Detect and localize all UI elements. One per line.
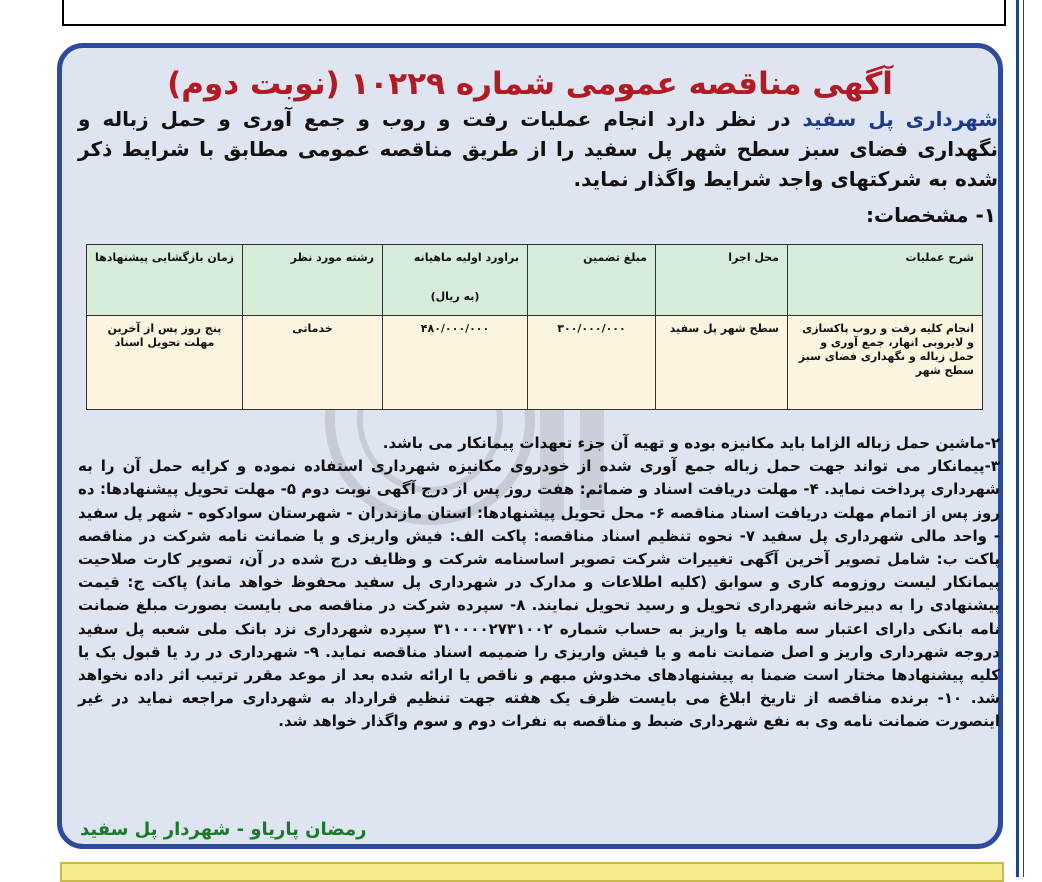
column-header-field: رشته مورد نظر	[243, 245, 383, 316]
clauses-3-to-10: ۳-پیمانکار می تواند جهت حمل زباله جمع آوری شده از خودروی مکانیزه شهرداری استفاده نموده و کرایه حمل آن را به شهرداری پرداخت نماید. ۴- مهلت دریافت اسناد و ضمائم: هفت روز پس از درج آگهی نوبت دوم ۵- مهلت تحویل پیشنهادها: ده روز پس از اتمام مهلت دریافت اسناد مناقصه ۶- محل تحویل پیشنهادها: استان مازندران - شهرستان سوادکوه - شهر پل سفید - واحد مالی شهرداری پل سفید ۷- نحوه تنظیم اسناد مناقصه: پاکت الف: فیش واریزی و یا ضمانت نامه شرکت در مناقصه پاکت ب: شامل تصویر آخرین آگهی تغییرات شرکت تصویر اساسنامه شرکت و وظایف درج شده در آن، تصویر کارت صلاحیت پیمانکار لیست روزومه کاری و سوابق (کلیه اطلاعات و مدارک در شهرداری پل سفید محفوظ خواهد ماند) پاکت ج: قیمت پیشنهادی را به دبیرخانه شهرداری تحویل و رسید تحویل نمایند. ۸- سپرده شرکت در مناقصه می بایست بصورت مبلغ ضمانت نامه بانکی دارای اعتبار سه ماهه یا واریز به حساب شماره ۳۱۰۰۰۰۲۷۳۱۰۰۲ سپرده شهرداری نزد بانک ملی شعبه پل سفید دروجه شهرداری واریز و اصل ضمانت نامه و یا فیش واریزی را ضمیمه اسناد مناقصه نماید. ۹- شهرداری در رد یا قبول یک یا کلیه پیشنهادها مختار است ضمنا به پیشنهادهای مخدوش مبهم و ناقص یا ارائه شده بعد از موعد مقرر ترتیب اثر داده نخواهد شد. ۱۰- برنده مناقصه از تاریخ ابلاغ می بایست ظرف یک هفته جهت تنظیم قرارداد به شهرداری مراجعه نماید در غیر اینصورت ضمانت نامه وی به نفع شهرداری ضبط و مناقصه به نفرات دوم و سوم واگذار خواهد شد.	[78, 457, 1000, 731]
notice-title: آگهی مناقصه عمومی شماره ۱۰۲۲۹ (نوبت دوم)	[167, 66, 893, 102]
clause-2: ۲-ماشین حمل زباله الزاما باید مکانیزه بوده و تهیه آن جزء تعهدات پیمانکار می باشد.	[382, 434, 1000, 452]
table-row	[87, 316, 983, 410]
page-edge-rule-thin	[1023, 0, 1024, 877]
cell-field: خدماتی	[243, 316, 383, 410]
notice-body	[78, 432, 1000, 734]
table-header-row	[87, 245, 983, 316]
column-header-location: محل اجرا	[656, 245, 788, 316]
previous-ad-frame	[62, 0, 1006, 26]
column-header-guarantee: مبلغ تضمین	[528, 245, 656, 316]
cell-guarantee: ۳۰۰/۰۰۰/۰۰۰	[528, 316, 656, 410]
page-edge-rule	[1016, 0, 1019, 877]
signature: رمضان پاریاو - شهردار پل سفید	[80, 819, 367, 840]
cell-monthly-estimate: ۴۸۰/۰۰۰/۰۰۰	[383, 316, 528, 410]
next-ad-strip	[60, 862, 1004, 882]
column-header-operation: شرح عملیات	[788, 245, 983, 316]
intro-text: در نظر دارد انجام عملیات رفت و روب و جمع آوری و حمل زباله و نگهداری فضای سبز سطح شهر پل سفید را از طریق مناقصه عمومی مطابق با شرایط ذکر شده به شرکتهای واجد شرایط واگذار نماید.	[78, 107, 998, 191]
column-header-opening-time: زمان بازگشایی پیشنهادها	[87, 245, 243, 316]
currency-note: (به ریال)	[430, 290, 480, 303]
specifications-heading: ۱- مشخصات:	[866, 203, 996, 227]
cell-location: سطح شهر پل سفید	[656, 316, 788, 410]
column-header-monthly-estimate	[383, 245, 528, 316]
municipality-name: شهرداری پل سفید	[802, 107, 999, 131]
cell-opening-time: پنج روز پس از آخرین مهلت تحویل اسناد	[87, 316, 243, 410]
monthly-estimate-label: براورد اولیه ماهیانه	[413, 251, 519, 264]
notice-intro	[78, 104, 998, 194]
specifications-table	[86, 244, 983, 410]
cell-operation: انجام کلیه رفت و روب پاکسازی و لایروبی انهار، جمع آوری و حمل زباله و نگهداری فضای سبز سطح شهر	[788, 316, 983, 410]
